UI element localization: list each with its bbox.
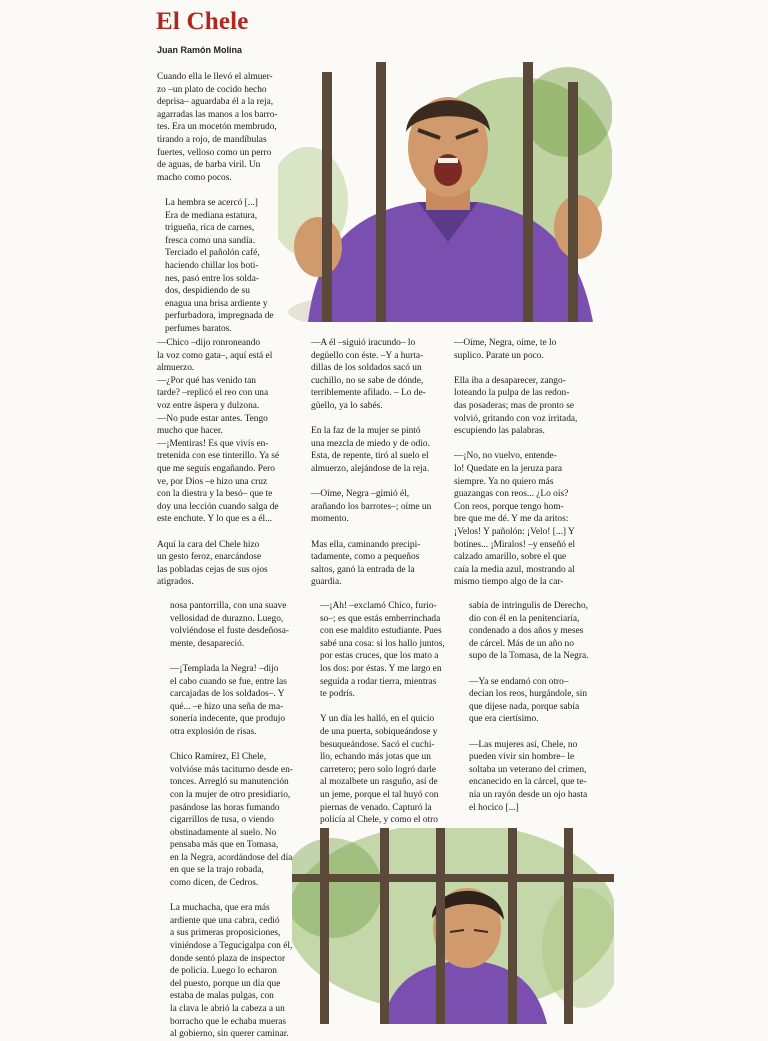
paragraph: Y un día les halló, en el quicio de una puerta, sobiqueándose y besuqueándose. Sacó el cuchi- llo, echando más jotas que un carretero; pero solo logró darle al mozalbete un rasguño, así de un jeme, porque el tal huyó con piernas de venado. Capturó la policía al Chele, y como el otro (320, 714, 439, 826)
paragraph: —Chico –dijo ronroneando la voz como gata–, aquí está el almuerzo. —¿Por qué has venido tan tarde? –replicó el reo con una voz entre áspera y dulzona. —No pude estar antes. Tengo mucho que hacer. —¡Mentiras! Es que vivís en- tretenida con ese tinterillo. Ya sé que me seguís engañando. Pero ve, por Dios –e hizo una cruz con la diestra y la besó– que te doy una lección cuando salga de este enchute. Y lo que es a él... (157, 338, 280, 525)
paragraph: Mas ella, caminando precipi- tadamente, como a pequeños saltos, ganó la entrada de la guardia. (311, 539, 421, 588)
text-column-7 (469, 600, 619, 814)
text-column-2 (157, 337, 302, 589)
paragraph: La hembra se acercó [...] Era de mediana estatura, trigueña, rica de carnes, fresca como una sandía. Terciado el pañolón café, haciendo chillar los boti- nes, pasó entre los solda- dos, despidiendo de su enagua una brisa ardiente y perfurbadora, impregnada de perfumes baratos. (165, 197, 274, 334)
article-title: El Chele (156, 8, 249, 35)
paragraph: Aquí la cara del Chele hizo un gesto feroz, enarcándose las pobladas cejas de sus ojos atigrados. (157, 539, 268, 588)
paragraph: nosa pantorrilla, con una suave vellosidad de durazno. Luego, volviéndose el fuste desdeñosa- mente, desapareció. (170, 601, 289, 649)
paragraph: —Las mujeres así, Chele, no pueden vivir sin hombre– le soltaba un veterano del crimen, encanecido en la cárcel, que te- nía un rayón desde un ojo hasta el hocico [...] (469, 739, 588, 813)
author-name: Juan Ramón Molina (157, 45, 243, 55)
paragraph: —Oíme, Negra –gimió él, arañando los barrotes–; oíme un momento. (311, 489, 432, 525)
paragraph: sabía de intríngulis de Derecho, dio con él en la penitenciaría, condenado a dos años y meses de cárcel. Más de un año no supo de la Tomasa, de la Negra. (469, 601, 589, 662)
paragraph: Cuando ella le llevó el almuer- zo –un plato de cocido hecho deprisa– aguardaba él a la reja, agarradas las manos a los barro- tes. Era un mocetón membrudo, tirando a rojo, de mandíbulas fuertes, velloso como un perro de aguas, de barba viril. Un macho como pocos. (157, 72, 278, 183)
text-column-5 (170, 600, 315, 1041)
paragraph: —¡Ah! –exclamó Chico, furio- so–; es que estás emberrinchada con ese maldito estudiante. Pues sabé una cosa: si los hallo juntos, por estas cruces, que los mato a los dos: por éstas. Y me largo en seguida a rodar tierra, mientras te podrís. (320, 601, 445, 700)
paragraph: La muchacha, que era más ardiente que una cabra, cedió a sus primeras proposiciones, viniéndose a Tegucigalpa con él, donde sentó plaza de inspector de policía. Luego lo echaron del puesto, porque un día que estaba de malas pulgas, con la clava le abrió la cabeza a un borracho que le echaba mueras al gobierno, sin querer caminar. (170, 903, 293, 1040)
paragraph: —¡Templada la Negra! –dijo el cabo cuando se fue, entre las carcajadas de los soldados–. Y qué... –e hizo una seña de ma- sonería indecente, que produjo otra explosión de risas. (170, 663, 287, 737)
paragraph: Chico Ramírez, El Chele, volvióse más taciturno desde en- tonces. Arregló su manutención con la mujer de otro presidiario, pasándose las horas fumando cigarrillos de tusa, o viendo obstinadamente al suelo. No pensaba más que en Tomasa, en la Negra, acordándose del día en que se la trajo robada, como dicen, de Cedros. (170, 752, 293, 889)
paragraph: Ella iba a desaparecer, zango- loteando la pulpa de las redon- das posaderas; mas de pronto se volvió, gritando con voz irritada, escupiendo las palabras. (454, 375, 578, 437)
paragraph: —Oíme, Negra, oíme, te lo suplico. Parate un poco. (454, 338, 557, 361)
text-column-1 (157, 71, 287, 335)
paragraph: —Ya se endamó con otro– decían los reos, hurgándole, sin que dijese nada, porque sabía que era ciertísimo. (469, 676, 588, 725)
paragraph: —A él –siguió iracundo– lo degüello con éste. –Y a hurta- dillas de los soldados sacó un cuchillo, no se sabe de dónde, terriblemente afilado. – Lo de- güello, ya lo sabés. (311, 338, 426, 411)
text-column-4 (454, 337, 612, 589)
paragraph: —¡No, no vuelvo, entende- lo! Quedate en la jeruza para siempre. Ya no quiero más guazangas con reos... ¿Lo oís? Con reos, porque tengo hom- bre que me dé. Y me da aritos: ¡Velos! Y pañolón: ¡Velo! [...] Y botines... ¡Miralos! –y enseñó el calzado amarillo, sobre el que caía la media azul, mostrando al mismo tiempo algo de la car- (454, 451, 576, 588)
paragraph: En la faz de la mujer se pintó una mezcla de miedo y de odio. Esta, de repente, tiró al suelo el almuerzo, alejándose de la reja. (311, 426, 430, 474)
text-column-6 (320, 600, 465, 827)
illustration-prisoner-angry (278, 52, 612, 322)
text-column-3 (311, 337, 459, 589)
illustration-prisoner-sad (292, 828, 614, 1024)
